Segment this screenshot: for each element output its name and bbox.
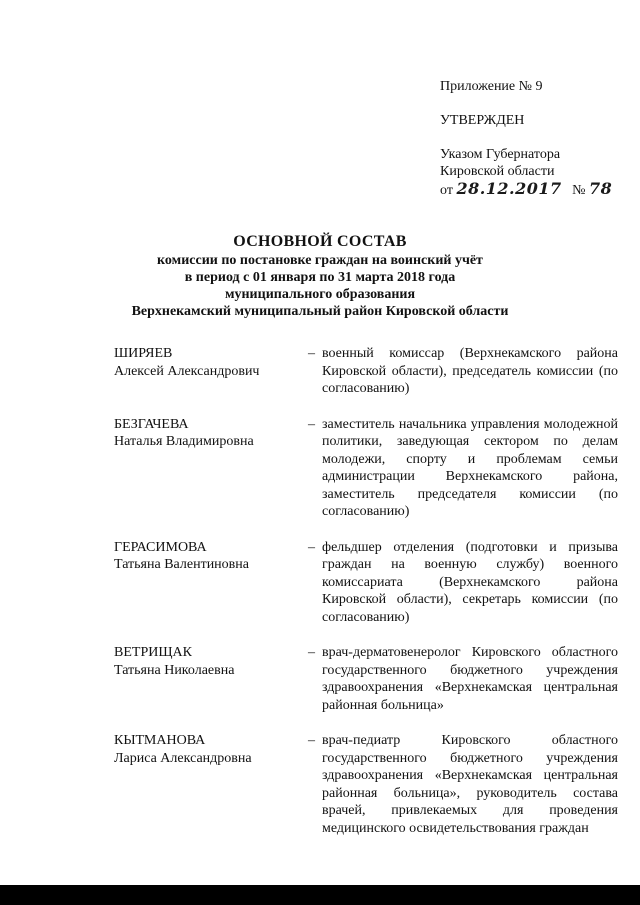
member-entry xyxy=(114,345,618,398)
member-role: заместитель начальника управления молодежной политики, заведующая сектором по делам молодежи, спорту и проблемам семьи администрации Верхнекамского района, заместитель председателя комиссии (по согласованию) xyxy=(322,416,618,519)
document-heading xyxy=(0,232,640,320)
member-role: фельдшер отделения (подготовки и призыва граждан на военную службу) военного комиссариата (Верхнекамского района Кировской области), секретарь комиссии (по согласованию) xyxy=(322,539,618,625)
member-role: врач-дерматовенеролог Кировского областного государственного бюджетного учреждения здравоохранения «Верхнекамская центральная районная больница» xyxy=(322,645,618,713)
member-role: военный комиссар (Верхнекамского района Кировской области), председатель комиссии (по согласованию) xyxy=(322,346,618,396)
scan-edge-bar xyxy=(0,885,640,905)
member-name: Алексей Александрович xyxy=(114,363,260,379)
member-person xyxy=(114,539,308,627)
member-dash: – xyxy=(308,346,315,361)
decree-line-2: Кировской области xyxy=(440,164,555,179)
member-name: Татьяна Николаевна xyxy=(114,662,235,678)
member-name: Лариса Александровна xyxy=(114,750,252,766)
heading-line-4: Верхнекамский муниципальный район Кировской области xyxy=(131,304,509,319)
member-name: Татьяна Валентиновна xyxy=(114,557,249,572)
handwritten-number: 78 xyxy=(589,179,613,198)
member-role: врач-педиатр Кировского областного государственного бюджетного учреждения здравоохранения «Верхнекамская центральная районная больница», руководитель состава врачей, привлекаемых для проведения медицинского освидетельствования граждан xyxy=(322,733,618,836)
member-surname: ШИРЯЕВ xyxy=(114,346,173,361)
approved-stamp-text: УТВЕРЖДЕН xyxy=(440,113,525,128)
heading-line-3: муниципального образования xyxy=(224,287,416,302)
document-title: ОСНОВНОЙ СОСТАВ xyxy=(233,233,407,250)
heading-line-1: комиссии по постановке граждан на воинский учёт xyxy=(157,253,483,268)
member-name: Наталья Владимировна xyxy=(114,434,254,449)
approval-block xyxy=(440,78,620,199)
member-dash: – xyxy=(308,539,315,555)
member-dash: – xyxy=(308,733,315,748)
member-dash: – xyxy=(308,416,315,432)
member-entry xyxy=(114,539,618,627)
decree-line-1: Указом Губернатора xyxy=(440,147,561,162)
member-person xyxy=(114,644,308,714)
member-person xyxy=(114,732,308,837)
member-surname: БЕЗГАЧЕВА xyxy=(114,416,189,432)
member-dash: – xyxy=(308,645,315,660)
number-prefix: № xyxy=(572,183,586,198)
member-surname: ВЕТРИЩАК xyxy=(114,645,192,660)
date-prefix: от xyxy=(440,183,453,198)
heading-line-2: в период с 01 января по 31 марта 2018 года xyxy=(184,270,456,285)
member-surname: ГЕРАСИМОВА xyxy=(114,539,207,555)
member-person xyxy=(114,345,308,398)
decree-date-line xyxy=(440,180,620,199)
member-entry xyxy=(114,732,618,837)
member-entry xyxy=(114,644,618,714)
annex-label: Приложение № 9 xyxy=(440,79,543,94)
handwritten-date: 28.12.2017 xyxy=(456,179,562,198)
member-entry xyxy=(114,416,618,521)
member-list xyxy=(114,345,618,837)
member-surname: КЫТМАНОВА xyxy=(114,733,206,748)
member-person xyxy=(114,416,308,521)
